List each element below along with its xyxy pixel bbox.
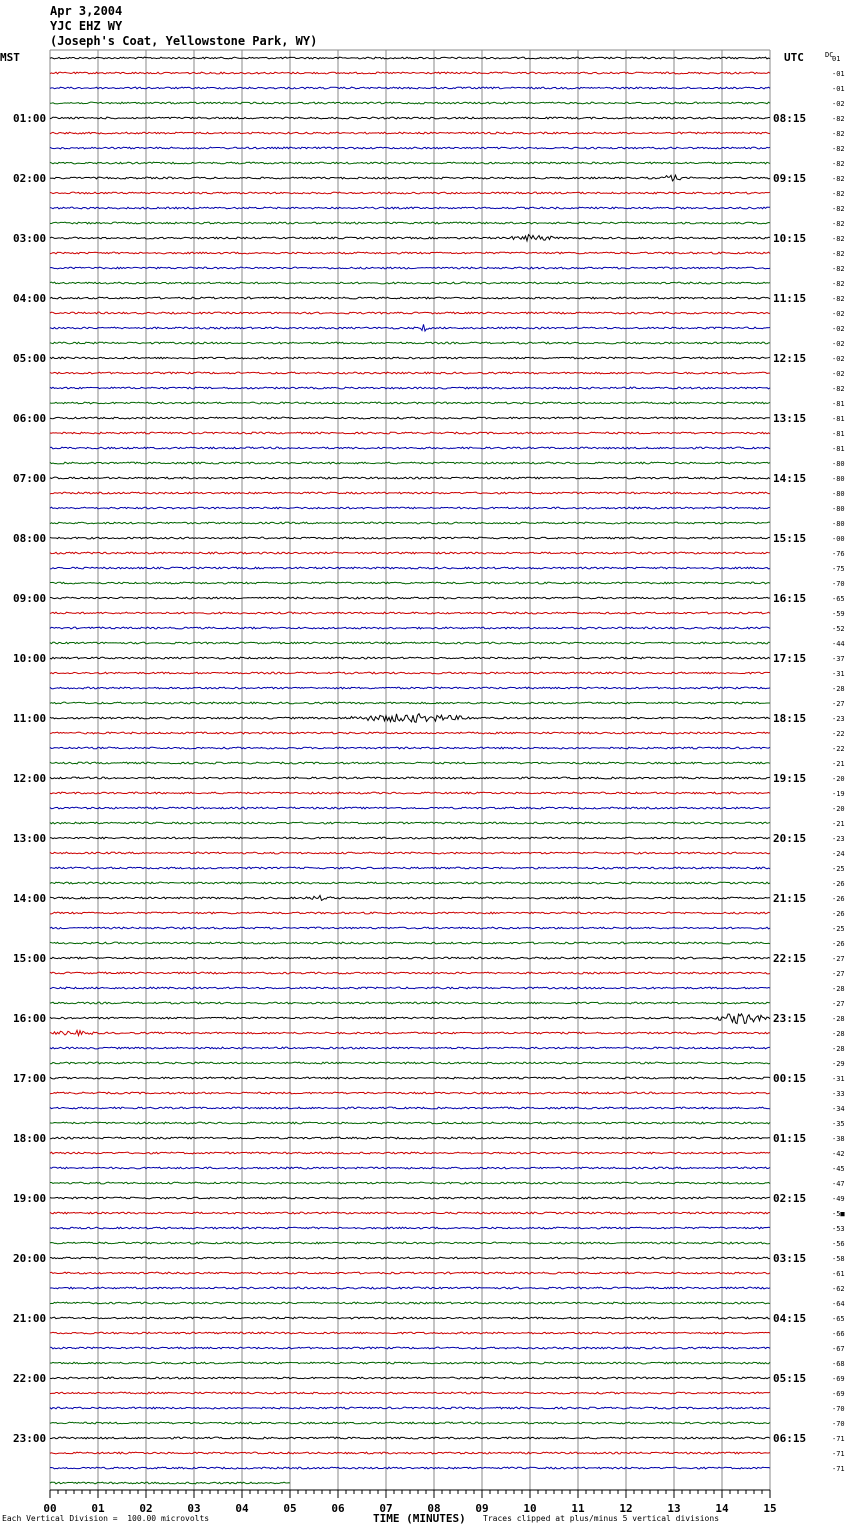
trace-72: [50, 1137, 770, 1139]
trace-13: [50, 252, 770, 254]
trace-23: [50, 402, 770, 404]
mst-label: 01:00: [13, 112, 47, 125]
trace-40: [50, 657, 770, 659]
dc-offset-label: -80: [832, 505, 845, 513]
utc-label: 11:15: [773, 292, 807, 305]
trace-86: [50, 1347, 770, 1349]
dc-offset-label: -71: [832, 1450, 845, 1458]
trace-52: [50, 837, 770, 839]
dc-offset-label: -19: [832, 790, 845, 798]
x-tick-label: 04: [235, 1502, 249, 1515]
trace-38: [50, 627, 770, 629]
dc-offset-label: -81: [832, 445, 845, 453]
utc-label: 09:15: [773, 172, 807, 185]
mst-label: 21:00: [13, 1312, 47, 1325]
dc-offset-label: -53: [832, 1225, 845, 1233]
dc-offset-label: -58: [832, 1255, 845, 1263]
dc-offset-label: -28: [832, 685, 845, 693]
dc-offset-label: -42: [832, 1150, 845, 1158]
dc-offset-label: -62: [832, 1285, 845, 1293]
utc-label: 21:15: [773, 892, 807, 905]
mst-label: 15:00: [13, 952, 47, 965]
trace-27: [50, 462, 770, 464]
x-tick-label: 12: [619, 1502, 633, 1515]
x-tick-label: 02: [139, 1502, 153, 1515]
mst-label: 05:00: [13, 352, 47, 365]
x-tick-label: 10: [523, 1502, 537, 1515]
mst-label: 20:00: [13, 1252, 47, 1265]
trace-33: [50, 552, 770, 554]
trace-44: [50, 714, 770, 723]
trace-59: [50, 942, 770, 944]
dc-offset-label: -02: [832, 370, 845, 378]
dc-offset-label: -52: [832, 625, 845, 633]
utc-label: 06:15: [773, 1432, 807, 1445]
x-tick-label: 03: [187, 1502, 201, 1515]
dc-offset-label: -29: [832, 1060, 845, 1068]
dc-offset-label: -25: [832, 865, 845, 873]
dc-offset-label: -68: [832, 1360, 845, 1368]
x-tick-label: 08: [427, 1502, 441, 1515]
dc-offset-label: -70: [832, 1420, 845, 1428]
trace-66: [50, 1047, 770, 1049]
mst-label: 12:00: [13, 772, 47, 785]
x-tick-label: 01: [91, 1502, 105, 1515]
dc-offset-label: -65: [832, 595, 845, 603]
trace-37: [50, 612, 770, 614]
utc-label: 18:15: [773, 712, 807, 725]
trace-1: [50, 72, 770, 74]
trace-56: [50, 895, 770, 900]
trace-18: [50, 324, 770, 331]
trace-0: [50, 57, 770, 59]
trace-65: [50, 1030, 770, 1035]
dc-offset-label: -82: [832, 175, 845, 183]
trace-80: [50, 1257, 770, 1259]
minute-gridlines: [50, 50, 770, 1490]
dc-offset-label: -02: [832, 100, 845, 108]
utc-label: 02:15: [773, 1192, 807, 1205]
dc-offset-label: -61: [832, 1270, 845, 1278]
mst-label: 03:00: [13, 232, 47, 245]
trace-32: [50, 537, 770, 539]
mst-label: 22:00: [13, 1372, 47, 1385]
trace-7: [50, 162, 770, 164]
dc-offset-label: -24: [832, 850, 845, 858]
dc-offset-label: -26: [832, 940, 845, 948]
trace-36: [50, 597, 770, 599]
dc-offset-label: -20: [832, 775, 845, 783]
dc-offset-label: -64: [832, 1300, 845, 1308]
trace-11: [50, 222, 770, 224]
dc-offset-label: -80: [832, 460, 845, 468]
trace-87: [50, 1362, 770, 1364]
dc-offset-label: -28: [832, 1045, 845, 1053]
dc-offset-label: -23: [832, 715, 845, 723]
trace-46: [50, 747, 770, 749]
dc-offset-label: -67: [832, 1345, 845, 1353]
dc-offset-label: -66: [832, 1330, 845, 1338]
trace-34: [50, 567, 770, 569]
utc-label: 12:15: [773, 352, 807, 365]
dc-offset-label: -27: [832, 970, 845, 978]
dc-offset-label: -76: [832, 550, 845, 558]
dc-offset-label: -82: [832, 250, 845, 258]
trace-41: [50, 672, 770, 674]
dc-offset-label: -59: [832, 610, 845, 618]
trace-82: [50, 1287, 770, 1289]
x-tick-label: 00: [43, 1502, 57, 1515]
dc-offset-label: -65: [832, 1315, 845, 1323]
trace-69: [50, 1092, 770, 1094]
station-label: YJC EHZ WY: [50, 19, 123, 33]
mst-label: 16:00: [13, 1012, 47, 1025]
mst-label: 19:00: [13, 1192, 47, 1205]
utc-label: 14:15: [773, 472, 807, 485]
mst-label: 14:00: [13, 892, 47, 905]
dc-offset-label: -70: [832, 580, 845, 588]
trace-6: [50, 147, 770, 149]
trace-61: [50, 972, 770, 974]
mst-label: 18:00: [13, 1132, 47, 1145]
mst-label: 02:00: [13, 172, 47, 185]
trace-89: [50, 1392, 770, 1394]
dc-offset-label: -44: [832, 640, 845, 648]
dc-offset-label: -71: [832, 1435, 845, 1443]
trace-84: [50, 1317, 770, 1319]
trace-43: [50, 702, 770, 704]
dc-offset-label: -02: [832, 340, 845, 348]
trace-42: [50, 687, 770, 689]
trace-92: [50, 1437, 770, 1439]
dc-offset-label: -02: [832, 355, 845, 363]
dc-offset-label: -01: [832, 70, 845, 78]
dc-offset-label: -02: [832, 325, 845, 333]
utc-label: 03:15: [773, 1252, 807, 1265]
trace-25: [50, 432, 770, 434]
trace-47: [50, 762, 770, 764]
dc-offset-label: -35: [832, 1120, 845, 1128]
dc-offset-label: -82: [832, 130, 845, 138]
trace-81: [50, 1272, 770, 1274]
trace-63: [50, 1002, 770, 1004]
dc-offset-label: -21: [832, 820, 845, 828]
x-tick-label: 09: [475, 1502, 489, 1515]
trace-3: [50, 102, 770, 104]
trace-60: [50, 957, 770, 959]
utc-label: 20:15: [773, 832, 807, 845]
utc-label: 01:15: [773, 1132, 807, 1145]
seismic-traces: [50, 57, 770, 1484]
trace-57: [50, 912, 770, 914]
trace-10: [50, 207, 770, 209]
dc-offset-label: -34: [832, 1105, 845, 1113]
trace-50: [50, 807, 770, 809]
dc-offset-label: -82: [832, 160, 845, 168]
mst-label: 06:00: [13, 412, 47, 425]
trace-74: [50, 1167, 770, 1169]
trace-22: [50, 387, 770, 389]
trace-75: [50, 1182, 770, 1184]
mst-axis-title: MST: [0, 51, 20, 64]
dc-offset-label: -27: [832, 700, 845, 708]
dc-offset-label: -20: [832, 805, 845, 813]
dc-offset-label: -26: [832, 910, 845, 918]
dc-offset-label: -22: [832, 745, 845, 753]
dc-offset-label: -82: [832, 220, 845, 228]
utc-label: 00:15: [773, 1072, 807, 1085]
trace-85: [50, 1332, 770, 1334]
dc-offset-label: -82: [832, 190, 845, 198]
dc-offset-label: -27: [832, 1000, 845, 1008]
dc-offset-label: -81: [832, 415, 845, 423]
trace-54: [50, 867, 770, 869]
utc-label: 15:15: [773, 532, 807, 545]
dc-offset-label: -31: [832, 670, 845, 678]
dc-offset-label: -28: [832, 1015, 845, 1023]
dc-offset-label: -47: [832, 1180, 845, 1188]
trace-35: [50, 582, 770, 584]
trace-26: [50, 447, 770, 449]
trace-93: [50, 1452, 770, 1454]
dc-offset-label: -00: [832, 535, 845, 543]
dc-offset-label: -56: [832, 1240, 845, 1248]
dc-offset-label: -82: [832, 205, 845, 213]
dc-offset-label: -80: [832, 490, 845, 498]
trace-12: [50, 235, 770, 241]
trace-4: [50, 117, 770, 119]
mst-label: 07:00: [13, 472, 47, 485]
utc-label: 04:15: [773, 1312, 807, 1325]
mst-label: 04:00: [13, 292, 47, 305]
x-tick-label: 11: [571, 1502, 585, 1515]
trace-21: [50, 372, 770, 374]
dc-offset-label: -69: [832, 1390, 845, 1398]
dc-offset-label: -28: [832, 985, 845, 993]
trace-90: [50, 1407, 770, 1409]
trace-91: [50, 1422, 770, 1424]
dc-offset-label: -21: [832, 760, 845, 768]
dc-offset-label: -80: [832, 520, 845, 528]
utc-label: 23:15: [773, 1012, 807, 1025]
utc-label: 05:15: [773, 1372, 807, 1385]
dc-offset-label: -33: [832, 1090, 845, 1098]
dc-offset-label: -38: [832, 1135, 845, 1143]
utc-label: 10:15: [773, 232, 807, 245]
utc-label: 16:15: [773, 592, 807, 605]
mst-label: 11:00: [13, 712, 47, 725]
trace-64: [50, 1014, 770, 1024]
trace-8: [50, 175, 770, 181]
trace-49: [50, 792, 770, 794]
trace-68: [50, 1077, 770, 1079]
trace-2: [50, 87, 770, 89]
trace-16: [50, 297, 770, 299]
trace-83: [50, 1302, 770, 1304]
trace-39: [50, 642, 770, 644]
date-label: Apr 3,2004: [50, 4, 123, 18]
trace-30: [50, 507, 770, 509]
utc-label: 22:15: [773, 952, 807, 965]
x-tick-label: 07: [379, 1502, 393, 1515]
mst-label: 17:00: [13, 1072, 47, 1085]
dc-offset-label: -27: [832, 955, 845, 963]
x-tick-label: 13: [667, 1502, 681, 1515]
dc-offset-label: -45: [832, 1165, 845, 1173]
mst-label: 08:00: [13, 532, 47, 545]
dc-offset-label: -71: [832, 1465, 845, 1473]
dc-offset-label: -82: [832, 145, 845, 153]
utc-label: 17:15: [773, 652, 807, 665]
utc-axis-title: UTC: [784, 51, 804, 64]
dc-offset-label: -69: [832, 1375, 845, 1383]
trace-67: [50, 1062, 770, 1064]
trace-29: [50, 492, 770, 494]
dc-offset-label: -23: [832, 835, 845, 843]
trace-88: [50, 1377, 770, 1379]
trace-78: [50, 1227, 770, 1229]
dc-offset-label: -28: [832, 1030, 845, 1038]
trace-31: [50, 522, 770, 524]
trace-14: [50, 267, 770, 269]
dc-offset-label: -37: [832, 655, 845, 663]
x-axis-title: TIME (MINUTES): [373, 1512, 466, 1525]
trace-95: [50, 1482, 290, 1484]
dc-offset-label: -02: [832, 310, 845, 318]
dc-offset-label: -81: [832, 430, 845, 438]
trace-51: [50, 822, 770, 824]
mst-label: 13:00: [13, 832, 47, 845]
utc-label: 13:15: [773, 412, 807, 425]
mst-label: 23:00: [13, 1432, 47, 1445]
utc-label: 19:15: [773, 772, 807, 785]
x-tick-label: 05: [283, 1502, 297, 1515]
trace-58: [50, 927, 770, 929]
dc-offset-label: -31: [832, 1075, 845, 1083]
location-label: (Joseph's Coat, Yellowstone Park, WY): [50, 34, 318, 48]
trace-28: [50, 477, 770, 479]
dc-offset-label: 01: [832, 55, 841, 63]
dc-offset-label: -70: [832, 1405, 845, 1413]
dc-offset-label: -49: [832, 1195, 845, 1203]
dc-offset-label: -82: [832, 280, 845, 288]
dc-offset-label: -22: [832, 730, 845, 738]
dc-offset-label: -26: [832, 895, 845, 903]
scale-note: Each Vertical Division = 100.00 microvolts: [2, 1514, 210, 1523]
dc-offset-label: -75: [832, 565, 845, 573]
trace-79: [50, 1242, 770, 1244]
trace-17: [50, 312, 770, 314]
dc-offset-label: -25: [832, 925, 845, 933]
x-tick-label: 14: [715, 1502, 729, 1515]
dc-offset-label: -82: [832, 385, 845, 393]
trace-15: [50, 282, 770, 284]
x-tick-label: 06: [331, 1502, 345, 1515]
clip-note: Traces clipped at plus/minus 5 vertical divisions: [483, 1514, 720, 1523]
dc-axis-title: DC: [825, 51, 834, 59]
trace-71: [50, 1122, 770, 1124]
mst-label: 10:00: [13, 652, 47, 665]
trace-94: [50, 1467, 770, 1469]
dc-offset-label: -26: [832, 880, 845, 888]
trace-55: [50, 882, 770, 884]
utc-label: 08:15: [773, 112, 807, 125]
trace-53: [50, 852, 770, 854]
trace-45: [50, 732, 770, 734]
trace-62: [50, 987, 770, 989]
trace-73: [50, 1152, 770, 1154]
trace-70: [50, 1107, 770, 1109]
trace-76: [50, 1197, 770, 1199]
trace-48: [50, 777, 770, 779]
dc-offset-label: -82: [832, 295, 845, 303]
dc-offset-label: -81: [832, 400, 845, 408]
trace-20: [50, 357, 770, 359]
dc-offset-label: -82: [832, 265, 845, 273]
trace-5: [50, 132, 770, 134]
dc-offset-label: -5■: [832, 1210, 845, 1218]
mst-label: 09:00: [13, 592, 47, 605]
trace-24: [50, 417, 770, 419]
dc-offset-label: -82: [832, 235, 845, 243]
dc-offset-label: -01: [832, 85, 845, 93]
trace-9: [50, 192, 770, 194]
trace-19: [50, 342, 770, 344]
dc-offset-label: -82: [832, 115, 845, 123]
x-tick-label: 15: [763, 1502, 777, 1515]
dc-offset-label: -80: [832, 475, 845, 483]
trace-77: [50, 1212, 770, 1214]
